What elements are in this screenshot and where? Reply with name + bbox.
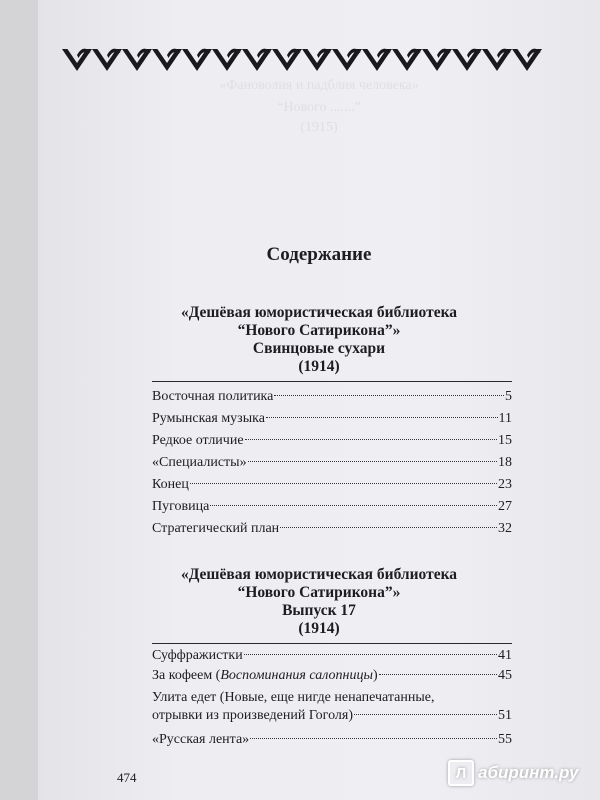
watermark	[448, 760, 578, 786]
toc-entry[interactable]	[152, 667, 512, 685]
toc-entry-title: Стратегический план	[152, 521, 280, 536]
section-title-line: Свинцовые сухари	[252, 340, 386, 357]
toc-entry-page: 27	[498, 499, 512, 514]
toc-entry-title-italic: Воспоминания салопницы	[220, 668, 373, 683]
decorative-border-ornament	[62, 40, 542, 74]
toc-entry[interactable]	[152, 689, 512, 725]
toc-entry[interactable]	[152, 731, 512, 749]
section-title-line: «Дешёвая юмористическая библиотека	[180, 566, 458, 583]
dot-leader	[190, 483, 497, 484]
toc-entry[interactable]	[152, 454, 512, 472]
toc-entry-title: Суффражистки	[152, 648, 243, 663]
section-2-header	[38, 566, 600, 638]
dot-leader	[274, 395, 504, 396]
dot-leader	[248, 461, 497, 462]
toc-entry-title: За кофеем (Воспоминания салопницы)	[152, 668, 378, 683]
toc-entry-page: 15	[498, 433, 512, 448]
toc-entry-title-continued: отрывки из произведений Гоголя)	[152, 708, 353, 723]
dot-leader	[250, 738, 497, 739]
section-1-header	[38, 304, 600, 376]
contents-heading: Содержание	[266, 244, 372, 265]
toc-entry-title: «Русская лента»	[152, 732, 250, 747]
toc-entry-page: 18	[498, 455, 512, 470]
toc-entry-title: Восточная политика	[152, 389, 274, 404]
page-number: 474	[117, 770, 137, 785]
dot-leader	[379, 674, 497, 675]
section-title-line: “Нового Сатирикона”»	[237, 584, 401, 601]
toc-entry[interactable]	[152, 520, 512, 538]
toc-entry[interactable]	[152, 432, 512, 450]
toc-entry[interactable]	[152, 476, 512, 494]
toc-entry[interactable]	[152, 388, 512, 406]
toc-entry-title: Румынская музыка	[152, 411, 265, 426]
toc-entry-page: 23	[498, 477, 512, 492]
section-title-line: «Дешёвая юмористическая библиотека	[180, 304, 458, 321]
watermark-text: абиринт.ру	[478, 763, 579, 782]
dot-leader	[280, 527, 497, 528]
show-through-text: (1915)	[300, 120, 338, 135]
show-through-text: «Фановолия и падблия человека»	[219, 78, 419, 93]
toc-entry-page: 55	[498, 732, 512, 747]
toc-entry[interactable]	[152, 498, 512, 516]
section-title-line: “Нового Сатирикона”»	[237, 322, 401, 339]
toc-entry[interactable]	[152, 647, 512, 665]
dot-leader	[354, 714, 497, 715]
section-2-rule	[152, 643, 512, 644]
toc-entry-page: 32	[498, 521, 512, 536]
toc-entry-title: Улита едет (Новые, еще нигде ненапечатанные,	[152, 690, 435, 705]
section-year: (1914)	[298, 620, 340, 637]
dot-leader	[245, 439, 497, 440]
toc-entry-page: 11	[498, 411, 512, 426]
section-1-rule	[152, 381, 512, 382]
dot-leader	[266, 417, 498, 418]
toc-entry-title: Редкое отличие	[152, 433, 244, 448]
toc-entry-page: 41	[498, 648, 512, 663]
show-through-text: “Нового .......”	[277, 100, 361, 115]
toc-entry[interactable]	[152, 410, 512, 428]
labirint-logo-icon: Л	[448, 760, 474, 786]
section-year: (1914)	[298, 358, 340, 375]
dot-leader	[244, 654, 497, 655]
toc-entry-page: 5	[505, 389, 512, 404]
toc-entry-page: 45	[498, 668, 512, 683]
section-title-line: Выпуск 17	[282, 602, 356, 619]
dot-leader	[210, 505, 497, 506]
toc-entry-title: «Специалисты»	[152, 455, 247, 470]
toc-entry-title: Конец	[152, 477, 189, 492]
toc-entry-title: Пуговица	[152, 499, 210, 514]
toc-entry-page: 51	[498, 708, 512, 723]
